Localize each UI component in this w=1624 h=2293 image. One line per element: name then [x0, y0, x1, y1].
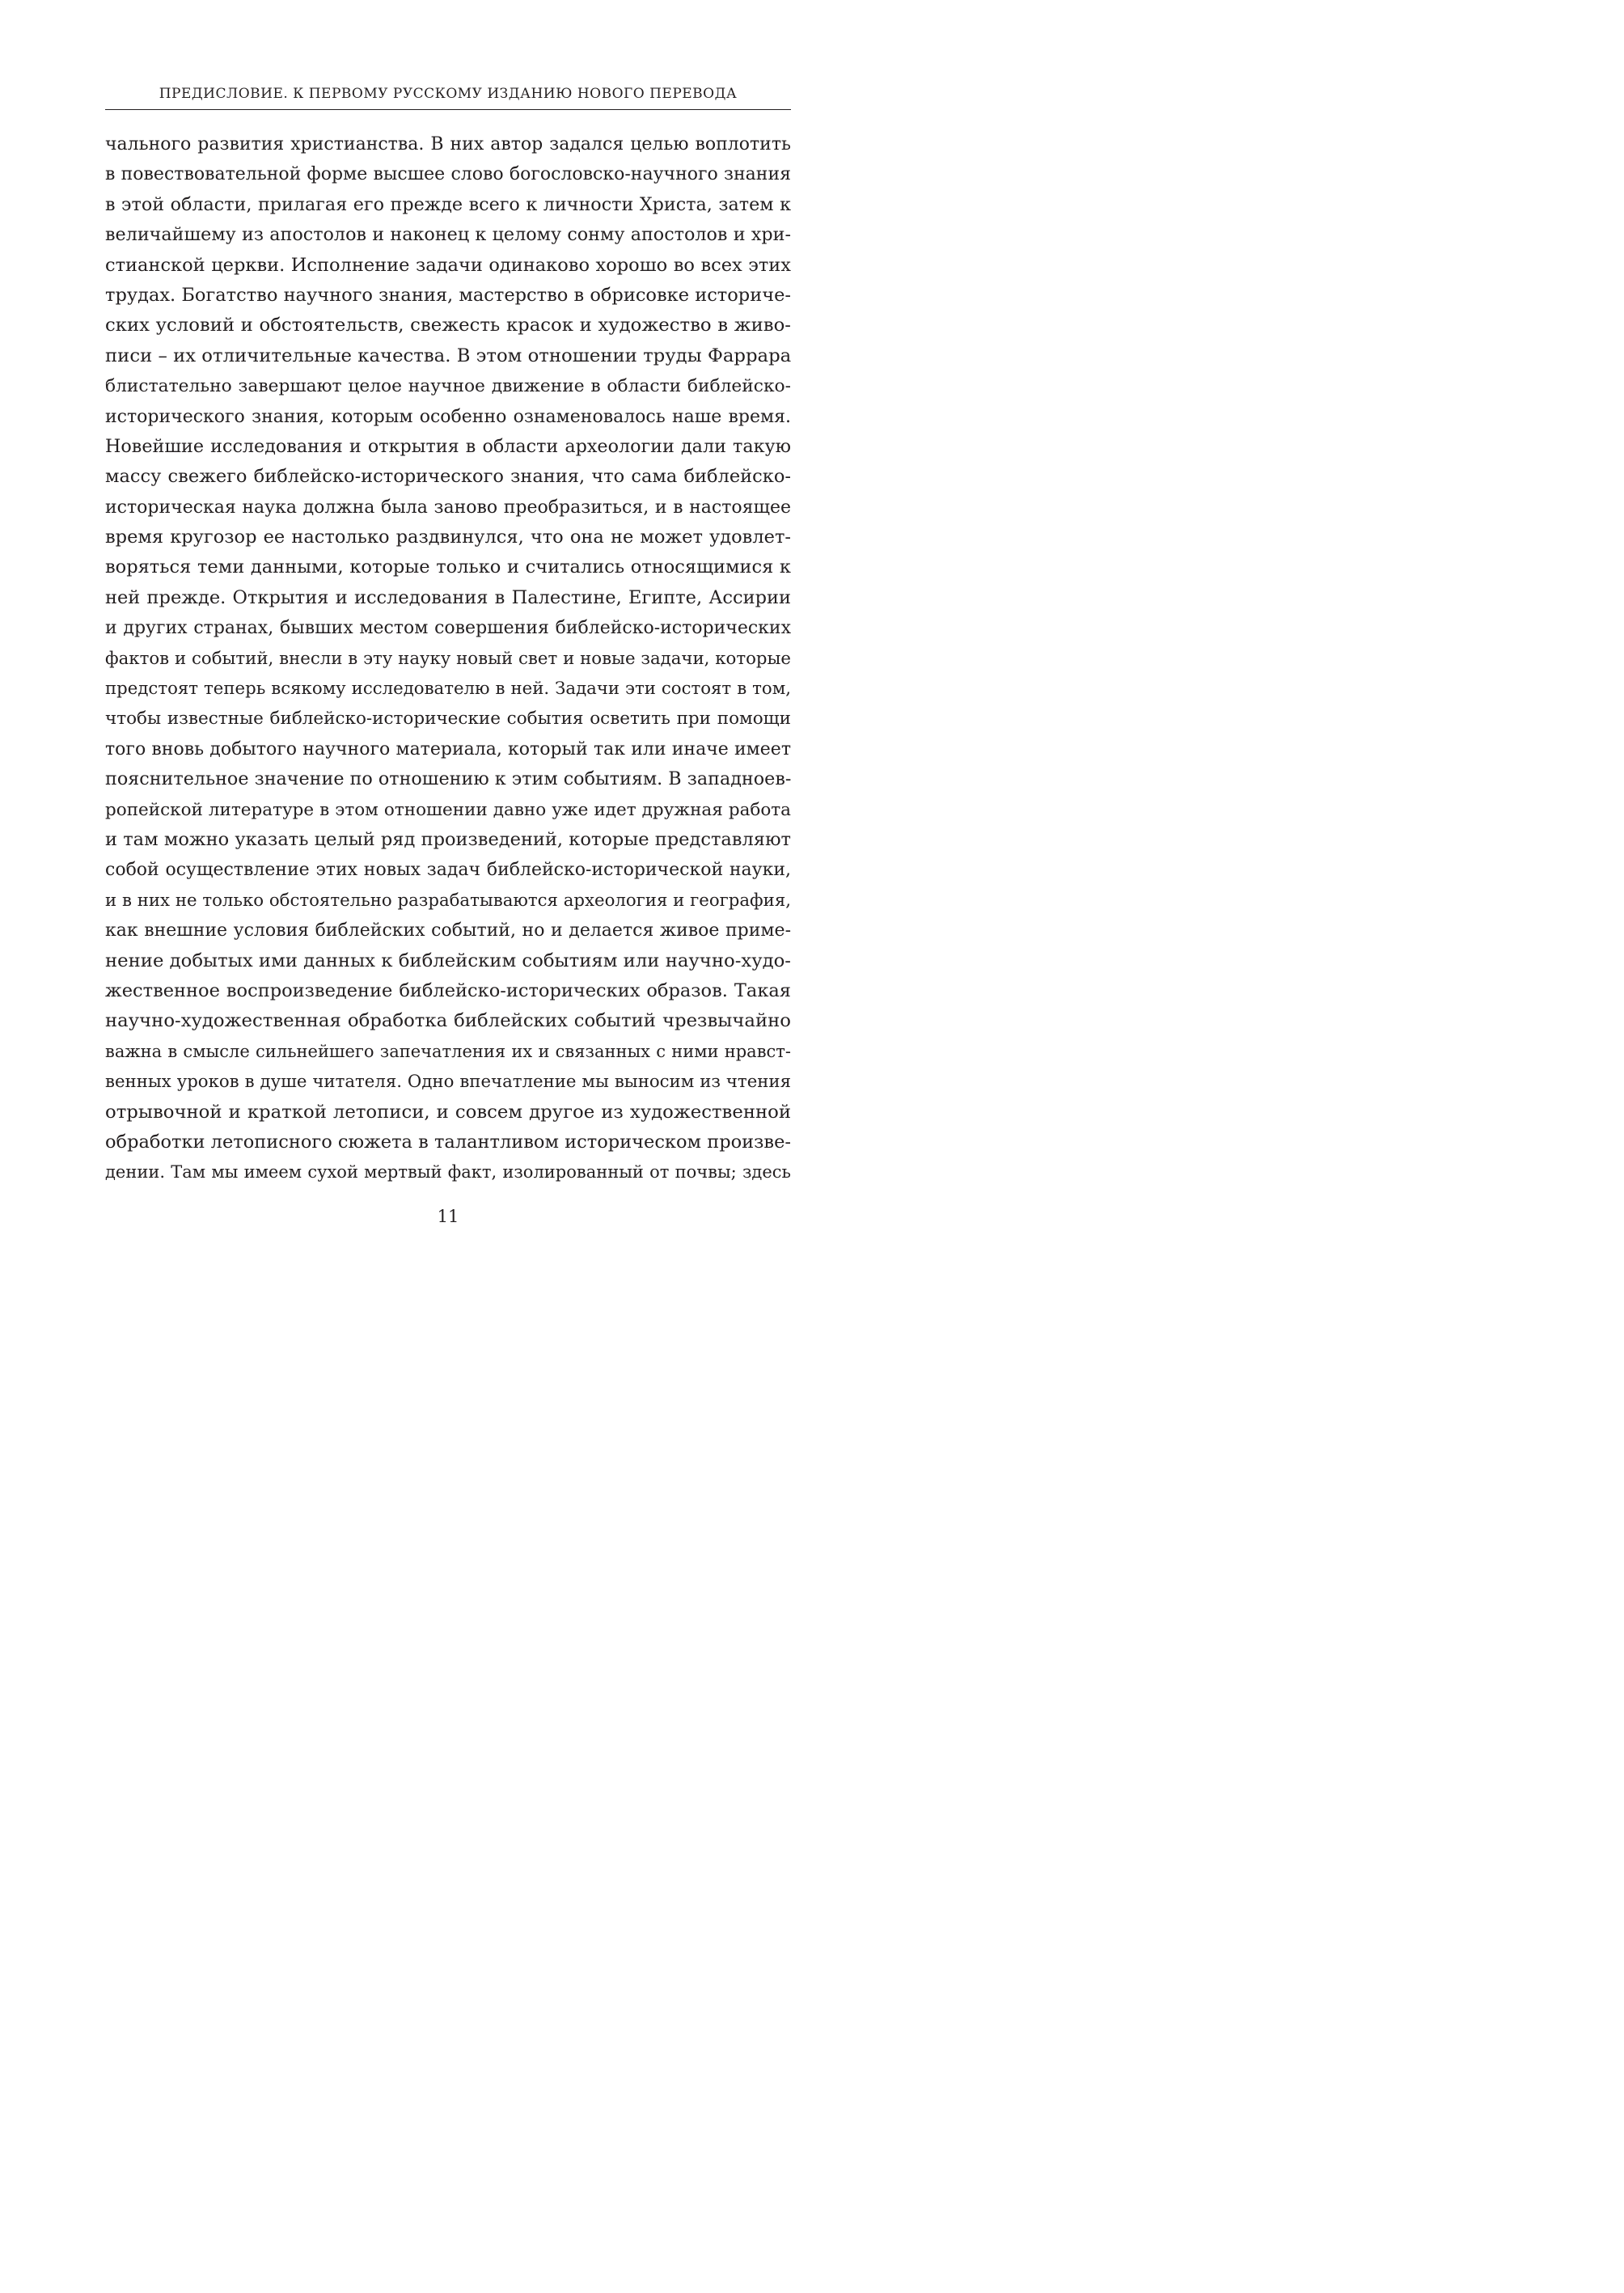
text-line: и других странах, бывших местом совершения библейско-исторических	[105, 618, 791, 639]
text-line: воряться теми данными, которые только и считались относящимися к	[105, 556, 791, 578]
running-header: ПРЕДИСЛОВИЕ. К ПЕРВОМУ РУССКОМУ ИЗДАНИЮ НОВОГО ПЕРЕВОДА	[159, 86, 738, 102]
page-number: 11	[437, 1207, 459, 1226]
text-line: блистательно завершают целое научное движение в области библейско-	[105, 376, 791, 397]
text-line: историческая наука должна была заново преобразиться, и в настоящее	[105, 497, 791, 518]
text-line: жественное воспроизведение библейско-исторических образов. Такая	[105, 979, 791, 1001]
text-line: научно-художественная обработка библейских событий чрезвычайно	[105, 1010, 791, 1032]
text-line: предстоят теперь всякому исследователю в ней. Задачи эти состоят в том,	[105, 679, 791, 700]
text-line: и в них не только обстоятельно разрабатываются археология и география,	[105, 890, 791, 911]
text-line: чального развития христианства. В них автор задался целью воплотить	[105, 134, 791, 154]
text-line: фактов и событий, внесли в эту науку новый свет и новые задачи, которые	[105, 648, 791, 669]
text-line: массу свежего библейско-исторического знания, что сама библейско-	[105, 466, 791, 488]
text-line: исторического знания, которым особенно ознаменовалось наше время.	[105, 406, 791, 427]
text-line: нение добытых ими данных к библейским событиям или научно-худо-	[105, 950, 791, 971]
text-line: ских условий и обстоятельств, свежесть красок и художество в живо-	[105, 315, 791, 336]
text-line: Новейшие исследования и открытия в области археологии дали такую	[105, 435, 791, 457]
text-line: отрывочной и краткой летописи, и совсем другое из художественной	[105, 1101, 791, 1123]
text-line: собой осуществление этих новых задач библейско-исторической науки,	[105, 860, 791, 881]
text-line: в этой области, прилагая его прежде всего к личности Христа, затем к	[105, 193, 791, 215]
text-line: время кругозор ее настолько раздвинулся, что она не может удовлет-	[105, 527, 791, 548]
text-line: писи – их отличительные качества. В этом отношении труды Фаррара	[105, 345, 792, 366]
text-line: обработки летописного сюжета в талантливом историческом произве-	[105, 1131, 791, 1153]
text-line: ней прежде. Открытия и исследования в Палестине, Египте, Ассирии	[105, 586, 791, 608]
text-line: важна в смысле сильнейшего запечатления их и связанных с ними нравст-	[105, 1041, 791, 1061]
text-line: дении. Там мы имеем сухой мертвый факт, изолированный от почвы; здесь	[105, 1162, 791, 1182]
text-line: пояснительное значение по отношению к этим событиям. В западноев-	[105, 768, 792, 790]
text-line: стианской церкви. Исполнение задачи одинаково хорошо во всех этих	[105, 254, 791, 276]
body-text	[105, 129, 791, 1188]
text-line: трудах. Богатство научного знания, мастерство в обрисовке историче-	[105, 284, 791, 306]
text-line: как внешние условия библейских событий, но и делается живое приме-	[105, 920, 791, 941]
text-line: венных уроков в душе читателя. Одно впечатление мы выносим из чтения	[105, 1072, 791, 1093]
text-line: в повествовательной форме высшее слово богословско-научного знания	[105, 164, 791, 185]
header-rule	[105, 109, 791, 110]
text-line: ропейской литературе в этом отношении давно уже идет дружная работа	[105, 799, 791, 820]
text-line: и там можно указать целый ряд произведений, которые представляют	[105, 828, 791, 850]
text-line: величайшему из апостолов и наконец к целому сонму апостолов и хри-	[105, 224, 791, 246]
text-line: чтобы известные библейско-исторические события осветить при помощи	[105, 709, 791, 730]
text-line: того вновь добытого научного материала, который так или иначе имеет	[105, 738, 791, 759]
